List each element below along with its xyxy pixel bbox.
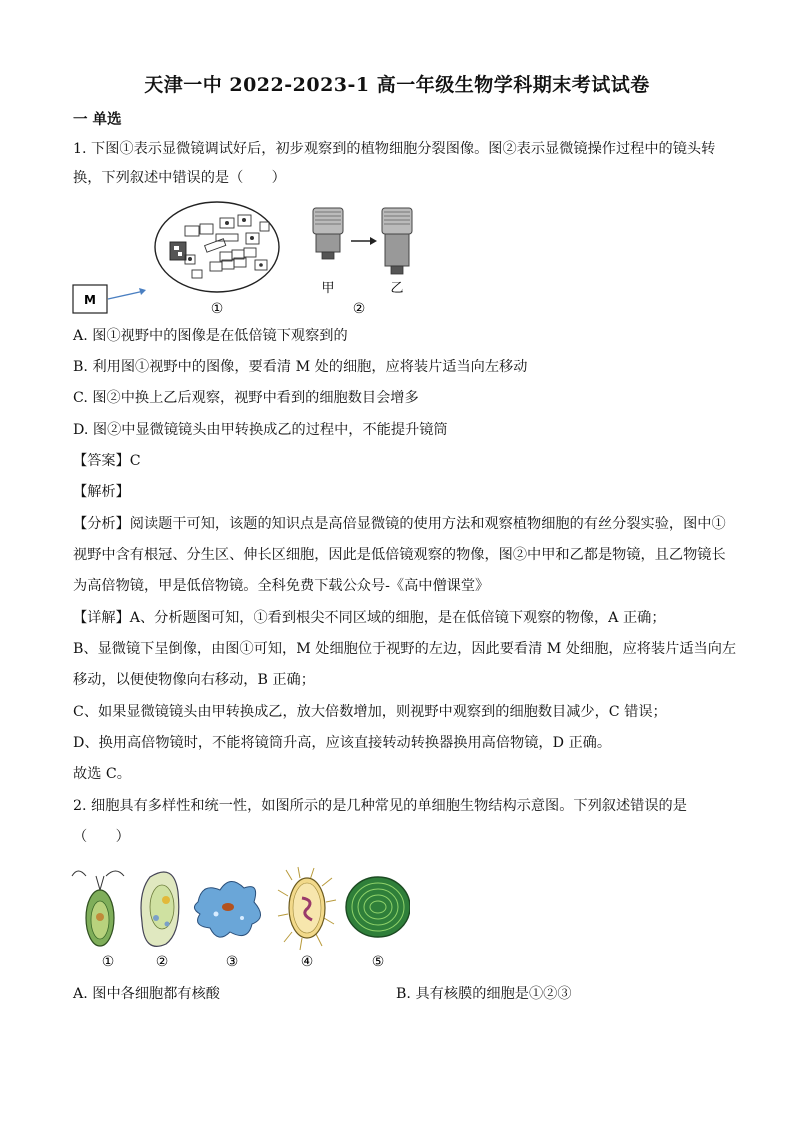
q1-detail-line: D、换用高倍物镜时，不能将镜筒升高，应该直接转动转换器换用高倍物镜，D 正确。 [73,735,612,751]
q1-analysis-line: 为高倍物镜，甲是低倍物镜。全科免费下载公众号-《高中僧课堂》 [73,578,490,594]
section-heading: 一 单选 [73,111,122,128]
q2-caption-5: ⑤ [371,954,385,970]
fig2-caption: ② [352,301,366,317]
q2-figure [70,862,410,974]
q1-analysis-header: 【解析】 [73,484,130,500]
fig2-label-jia: 甲 [321,281,335,296]
q1-option-d: D. 图②中显微镜镜头由甲转换成乙的过程中，不能提升镜筒 [73,422,448,438]
objective-lens-low-icon [313,208,343,259]
q1-stem-line1: 1. 下图①表示显微镜调试好后，初步观察到的植物细胞分裂图像。图②表示显微镜操作过程中的镜头转 [73,141,716,157]
exam-title: 天津一中 2022-2023-1 高一年级生物学科期末考试试卷 [144,74,650,96]
q1-detail-line: 【详解】A、分析题图可知，①看到根尖不同区域的细胞，是在低倍镜下观察的物像，A 正确； [73,610,666,626]
q2-stem-line2: （ ） [73,829,130,845]
q2-caption-3: ③ [225,954,239,970]
q1-analysis-line: 【分析】阅读题干可知，该题的知识点是高倍显微镜的使用方法和观察植物细胞的有丝分裂实验，图中① [73,516,726,532]
q1-detail-line: B、显微镜下呈倒像，由图①可知，M 处细胞位于视野的左边，因此要看清 M 处细胞，应将装片适当向左 [73,641,737,657]
objective-lens-high-icon [382,208,412,274]
q2-caption-4: ④ [300,954,314,970]
flagellate-cell-icon [72,871,124,946]
bacterium-cell-icon [278,867,336,950]
q1-figure [70,200,430,325]
q1-option-c: C. 图②中换上乙后观察，视野中看到的细胞数目会增多 [73,390,419,406]
q2-option-a: A. 图中各细胞都有核酸 [73,986,220,1002]
q2-caption-1: ① [101,954,115,970]
fig1-caption: ① [210,301,224,317]
q1-detail-line: 移动，以便使物像向右移动，B 正确； [73,672,315,688]
q2-caption-2: ② [155,954,169,970]
q1-analysis-line: 视野中含有根冠、分生区、伸长区细胞，因此是低倍镜观察的物像，图②中甲和乙都是物镜，且乙物镜长 [73,547,726,563]
paramecium-cell-icon [141,872,179,946]
amoeba-cell-icon [194,881,260,937]
q2-option-b: B. 具有核膜的细胞是①②③ [396,986,572,1002]
q1-detail-line: 故选 C。 [73,766,131,782]
q1-stem-line2: 换，下列叙述中错误的是（ ） [73,170,286,186]
q1-option-b: B. 利用图①视野中的图像，要看清 M 处的细胞，应将装片适当向左移动 [73,359,528,375]
microscope-field-icon [155,202,279,292]
q2-stem-line1: 2. 细胞具有多样性和统一性，如图所示的是几种常见的单细胞生物结构示意图。下列叙述错误的是 [73,798,687,814]
q1-answer: 【答案】C [73,453,141,469]
m-label: M [84,293,96,307]
fig2-label-yi: 乙 [390,281,404,296]
algae-cell-icon [346,877,410,937]
q1-option-a: A. 图①视野中的图像是在低倍镜下观察到的 [73,328,348,344]
q1-detail-line: C、如果显微镜镜头由甲转换成乙，放大倍数增加，则视野中观察到的细胞数目减少，C 错误； [73,704,667,720]
